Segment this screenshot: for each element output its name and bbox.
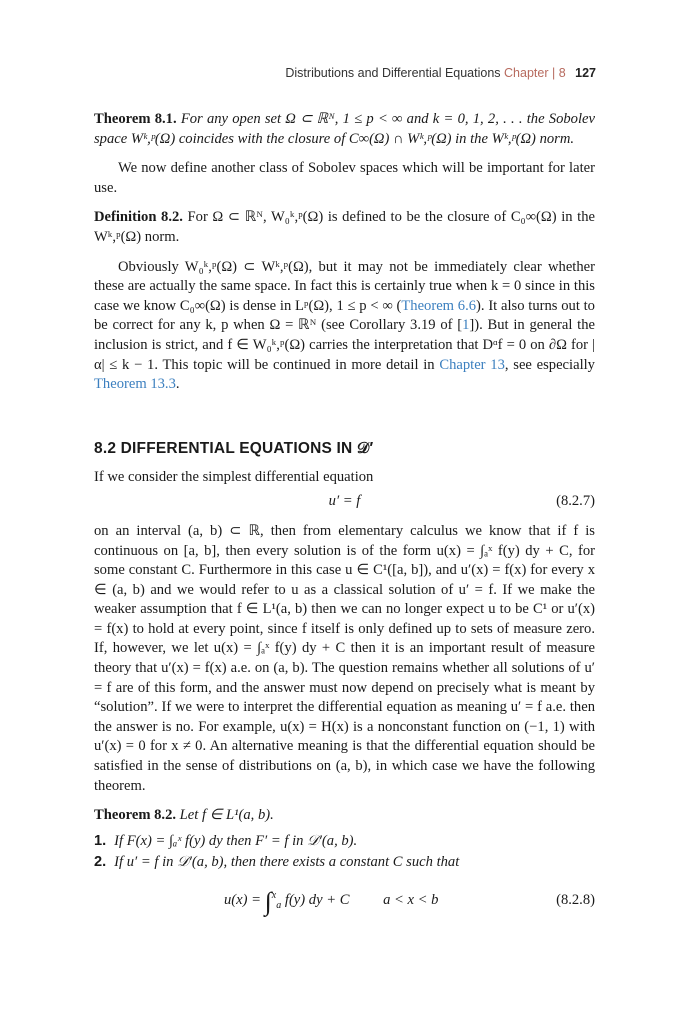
equation-8-2-8 (94, 881, 595, 925)
section-heading: 8.2 DIFFERENTIAL EQUATIONS IN 𝒟′ (94, 439, 374, 457)
link-reference-1[interactable]: 1 (462, 317, 470, 334)
paragraph-inclusion (94, 258, 595, 395)
equation-rhs: f(y) dy + C (284, 892, 350, 908)
link-chapter-13[interactable]: Chapter 13 (439, 356, 505, 373)
paragraph: on an interval (a, b) ⊂ ℝ, then from elementary calculus we know that if f is continuous on [a, b], then every solution is of the form u(x) = ∫ₐˣ f(y) dy + C, for some constant C. Furthermore in this case u ∈ C¹([a, b]), and u′(x) = f(x) for every x ∈ (a, b) and we would refer to u as a classical solution of u′ = f. If we make the weaker assumption that f ∈ L¹(a, b) then we can no longer expect u to be C¹ or u′(x) = f(x) to hold at every point, since f itself is only defined up to sets of measure zero. If, however, we let u(x) = ∫ₐˣ f(y) dy + C then it is an important result of measure theory that u′(x) = f(x) a.e. on (a, b). The question remains whether all solutions of u′ = f are of this form, and the answer must now depend on precisely what is meant by “solution”. If we were to interpret the differential equation as meaning u′ = f a.e. then the answer is no. For example, u(x) = H(x) is a nonconstant function on (−1, 1) with u′(x) = 0 for x ≠ 0. An alternative meaning is that the differential equation should be satisfied in the sense of distributions on (a, b), in which case we have the following theorem. (94, 522, 595, 794)
equation-condition: a < x < b (383, 892, 439, 908)
definition-text: For Ω ⊂ ℝᴺ, W₀ᵏ,ᵖ(Ω) is defined to be the closure of C₀∞(Ω) in the Wᵏ,ᵖ(Ω) norm. (94, 209, 595, 245)
theorem-label: Theorem 8.2. (94, 807, 177, 824)
equation-8-2-7 (94, 492, 595, 514)
header-title: Distributions and Differential Equations (285, 66, 501, 80)
definition-8-2 (94, 208, 595, 247)
link-theorem-6-6[interactable]: Theorem 6.6 (401, 297, 477, 314)
item-text: If F(x) = ∫ₐˣ f(y) dy then F′ = f in 𝒟′(a, b). (114, 832, 358, 849)
item-number: 2. (94, 854, 107, 871)
equation-expression: u′ = f (328, 492, 361, 509)
theorem-items (94, 832, 595, 873)
page-number: 127 (575, 66, 596, 80)
integral-lower-limit: a (276, 899, 282, 911)
item-number: 1. (94, 832, 107, 849)
running-header (285, 66, 596, 80)
item-text: If u′ = f in 𝒟′(a, b), then there exists a constant C such that (114, 854, 460, 871)
paragraph-text: ]). But in general the inclusion is strict, and f ∈ W₀ᵏ,ᵖ(Ω) carries the interpretation that Dᵅf = 0 on ∂Ω for |α| ≤ k − 1. This topic will be continued in more detail in (94, 317, 595, 373)
equation-number: (8.2.7) (556, 492, 595, 509)
equation-lhs: u(x) = (224, 892, 261, 908)
theorem-text: For any open set Ω ⊂ ℝᴺ, 1 ≤ p < ∞ and k = 0, 1, 2, . . . the Sobolev space Wᵏ,ᵖ(Ω) coincides with the closure of C∞(Ω) ∩ Wᵏ,ᵖ(Ω) in the Wᵏ,ᵖ(Ω) norm. (94, 111, 595, 147)
theorem-text: Let f ∈ L¹(a, b). (179, 807, 274, 824)
list-item (94, 832, 595, 852)
integral-sign: ∫ (264, 887, 272, 916)
theorem-label: Theorem 8.1. (94, 111, 177, 127)
header-chapter: Chapter | 8 (504, 66, 566, 80)
page-body (94, 110, 595, 925)
paragraph-text: ). It also turns out to be correct for any k, p when Ω = ℝᴺ (see Corollary 3.19 of [ (94, 297, 595, 334)
paragraph-text: . (175, 376, 180, 393)
paragraph-text: , see especially (504, 356, 595, 373)
link-theorem-13-3[interactable]: Theorem 13.3 (94, 376, 176, 393)
paragraph-text: Obviously W₀ᵏ,ᵖ(Ω) ⊂ Wᵏ,ᵖ(Ω), but it may not be immediately clear whether these are actually the same space. In fact this is certainly true when k = 0 since in this case we know C₀∞(Ω) is dense in Lᵖ(Ω), 1 ≤ p < ∞ ( (94, 258, 595, 314)
list-item (94, 853, 595, 873)
theorem-8-1 (94, 110, 595, 149)
paragraph: If we consider the simplest differential equation (94, 469, 374, 486)
equation-number: (8.2.8) (556, 892, 595, 908)
theorem-8-2 (94, 806, 595, 826)
definition-label: Definition 8.2. (94, 209, 183, 226)
paragraph: We now define another class of Sobolev spaces which will be important for later use. (94, 160, 595, 196)
equation-expression (224, 887, 439, 916)
integral-upper-limit: x (271, 890, 277, 902)
